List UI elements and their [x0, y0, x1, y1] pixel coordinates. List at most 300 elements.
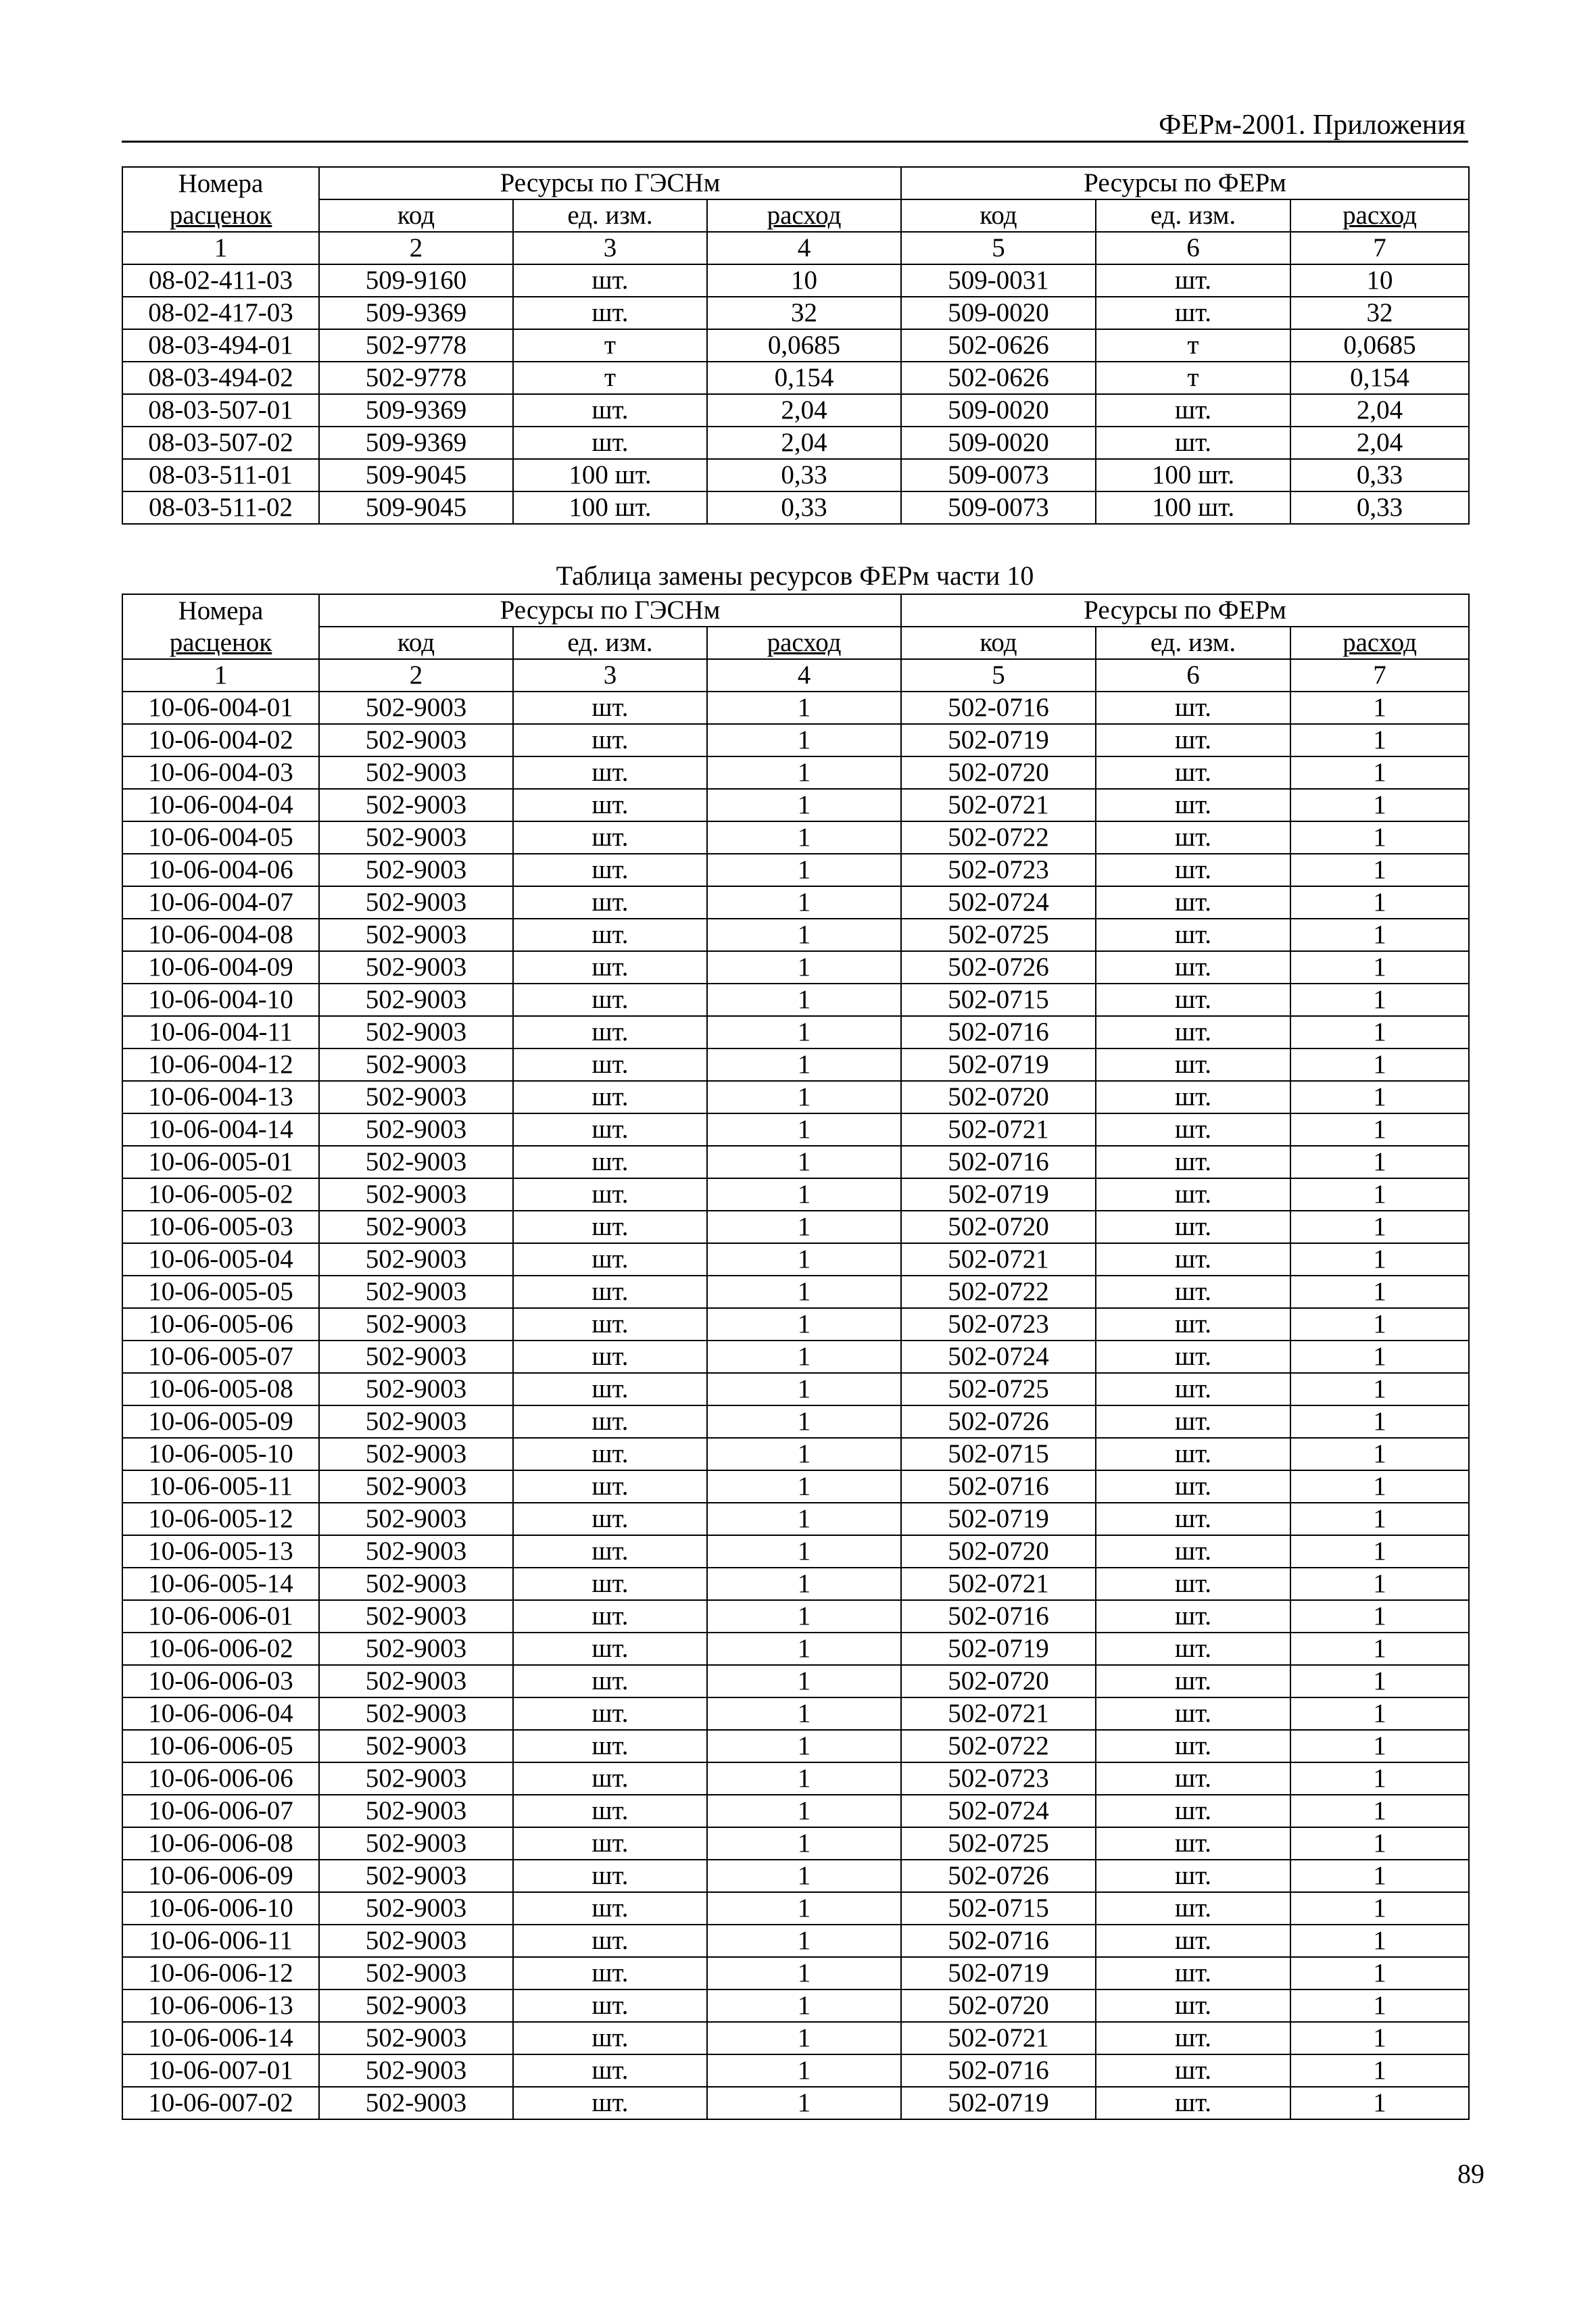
fer-unit-cell: шт. [1096, 1860, 1290, 1892]
rate-number-cell: 08-03-511-02 [122, 491, 319, 524]
document-title: ФЕРм-2001. Приложения [1159, 110, 1466, 141]
fer-unit-cell: шт. [1096, 1697, 1290, 1730]
fer-code-cell: 502-0719 [901, 1633, 1096, 1665]
table-row [122, 2054, 1469, 2087]
fer-unit-cell: шт. [1096, 1113, 1290, 1146]
gesn-unit-cell: шт. [513, 919, 707, 951]
fer-qty-cell: 1 [1290, 1633, 1469, 1665]
header-unit: ед. изм. [513, 199, 707, 232]
gesn-code-cell: 502-9003 [319, 1600, 513, 1633]
gesn-code-cell: 509-9369 [319, 297, 513, 329]
fer-unit-cell: шт. [1096, 1989, 1290, 2022]
fer-unit-cell: шт. [1096, 821, 1290, 854]
table-row [122, 756, 1469, 789]
gesn-qty-cell: 0,154 [707, 362, 901, 394]
column-number: 1 [122, 659, 319, 692]
fer-unit-cell: шт. [1096, 1568, 1290, 1600]
fer-unit-cell: шт. [1096, 1081, 1290, 1113]
fer-unit-cell: шт. [1096, 1925, 1290, 1957]
fer-qty-cell: 1 [1290, 1405, 1469, 1438]
table-row [122, 1211, 1469, 1243]
gesn-code-cell: 502-9003 [319, 1795, 513, 1827]
fer-qty-cell: 1 [1290, 2087, 1469, 2119]
fer-code-cell: 502-0725 [901, 919, 1096, 951]
table-row [122, 427, 1469, 459]
gesn-unit-cell: шт. [513, 1113, 707, 1146]
gesn-unit-cell: 100 шт. [513, 491, 707, 524]
fer-code-cell: 502-0721 [901, 1697, 1096, 1730]
gesn-code-cell: 509-9045 [319, 491, 513, 524]
fer-qty-cell: 1 [1290, 1697, 1469, 1730]
column-number: 7 [1290, 232, 1469, 264]
gesn-unit-cell: шт. [513, 1697, 707, 1730]
fer-code-cell: 502-0724 [901, 886, 1096, 919]
fer-qty-cell: 1 [1290, 1925, 1469, 1957]
gesn-unit-cell: шт. [513, 264, 707, 297]
gesn-code-cell: 502-9003 [319, 789, 513, 821]
fer-qty-cell: 0,33 [1290, 491, 1469, 524]
gesn-code-cell: 502-9003 [319, 1146, 513, 1178]
column-number: 2 [319, 659, 513, 692]
fer-qty-cell: 1 [1290, 692, 1469, 724]
gesn-code-cell: 502-9003 [319, 724, 513, 756]
gesn-qty-cell: 2,04 [707, 394, 901, 427]
fer-code-cell: 502-0720 [901, 1211, 1096, 1243]
fer-qty-cell: 1 [1290, 789, 1469, 821]
fer-code-cell: 502-0726 [901, 1405, 1096, 1438]
fer-qty-cell: 1 [1290, 1860, 1469, 1892]
gesn-qty-cell: 1 [707, 1470, 901, 1503]
fer-qty-cell: 1 [1290, 1568, 1469, 1600]
header-qty: расход [707, 627, 901, 659]
gesn-unit-cell: шт. [513, 1146, 707, 1178]
table-row [122, 2022, 1469, 2054]
fer-unit-cell: шт. [1096, 1405, 1290, 1438]
gesn-qty-cell: 1 [707, 1308, 901, 1341]
fer-unit-cell: шт. [1096, 2054, 1290, 2087]
gesn-qty-cell: 2,04 [707, 427, 901, 459]
header-gesn-group: Ресурсы по ГЭСНм [319, 167, 901, 199]
rate-number-cell: 10-06-005-02 [122, 1178, 319, 1211]
column-number: 3 [513, 232, 707, 264]
fer-code-cell: 509-0073 [901, 459, 1096, 491]
fer-unit-cell: 100 шт. [1096, 491, 1290, 524]
gesn-qty-cell: 1 [707, 984, 901, 1016]
header-gesn-group: Ресурсы по ГЭСНм [319, 594, 901, 627]
gesn-unit-cell: шт. [513, 1503, 707, 1535]
fer-code-cell: 502-0716 [901, 2054, 1096, 2087]
gesn-code-cell: 502-9003 [319, 1178, 513, 1211]
gesn-qty-cell: 1 [707, 821, 901, 854]
fer-qty-cell: 1 [1290, 1438, 1469, 1470]
fer-unit-cell: шт. [1096, 1762, 1290, 1795]
fer-unit-cell: шт. [1096, 886, 1290, 919]
fer-qty-cell: 1 [1290, 1016, 1469, 1048]
fer-qty-cell: 1 [1290, 1178, 1469, 1211]
fer-qty-cell: 1 [1290, 1762, 1469, 1795]
fer-qty-cell: 1 [1290, 2022, 1469, 2054]
table-row [122, 1730, 1469, 1762]
fer-code-cell: 502-0720 [901, 756, 1096, 789]
table-row [122, 821, 1469, 854]
rate-number-cell: 10-06-004-01 [122, 692, 319, 724]
gesn-unit-cell: шт. [513, 1438, 707, 1470]
gesn-qty-cell: 1 [707, 1665, 901, 1697]
gesn-unit-cell: шт. [513, 789, 707, 821]
table-row [122, 491, 1469, 524]
fer-unit-cell: шт. [1096, 2022, 1290, 2054]
gesn-unit-cell: шт. [513, 2022, 707, 2054]
rate-number-cell: 10-06-005-01 [122, 1146, 319, 1178]
rate-number-cell: 08-03-511-01 [122, 459, 319, 491]
gesn-qty-cell: 1 [707, 1276, 901, 1308]
gesn-code-cell: 502-9003 [319, 1405, 513, 1438]
fer-qty-cell: 0,154 [1290, 362, 1469, 394]
gesn-qty-cell: 1 [707, 1503, 901, 1535]
column-number: 1 [122, 232, 319, 264]
gesn-unit-cell: 100 шт. [513, 459, 707, 491]
table-row [122, 1308, 1469, 1341]
page-header [122, 105, 1468, 143]
gesn-code-cell: 502-9003 [319, 1503, 513, 1535]
gesn-unit-cell: т [513, 362, 707, 394]
table-row [122, 362, 1469, 394]
resource-table-part-8 [122, 166, 1470, 525]
gesn-code-cell: 502-9003 [319, 886, 513, 919]
gesn-code-cell: 502-9003 [319, 1211, 513, 1243]
gesn-code-cell: 509-9369 [319, 427, 513, 459]
gesn-code-cell: 502-9003 [319, 1113, 513, 1146]
rate-number-cell: 10-06-006-13 [122, 1989, 319, 2022]
rate-number-cell: 10-06-004-05 [122, 821, 319, 854]
table-row [122, 1795, 1469, 1827]
table-row [122, 1113, 1469, 1146]
column-number: 4 [707, 659, 901, 692]
gesn-unit-cell: шт. [513, 886, 707, 919]
fer-unit-cell: шт. [1096, 1600, 1290, 1633]
fer-qty-cell: 0,33 [1290, 459, 1469, 491]
gesn-unit-cell: шт. [513, 1341, 707, 1373]
gesn-unit-cell: шт. [513, 1892, 707, 1925]
gesn-code-cell: 502-9003 [319, 1892, 513, 1925]
fer-qty-cell: 1 [1290, 1665, 1469, 1697]
gesn-code-cell: 502-9003 [319, 1827, 513, 1860]
rate-number-cell: 10-06-007-01 [122, 2054, 319, 2087]
rate-number-cell: 10-06-004-02 [122, 724, 319, 756]
table-row [122, 1568, 1469, 1600]
fer-qty-cell: 1 [1290, 1048, 1469, 1081]
gesn-code-cell: 502-9778 [319, 362, 513, 394]
gesn-qty-cell: 1 [707, 1243, 901, 1276]
table-row [122, 919, 1469, 951]
table-row [122, 1081, 1469, 1113]
table-row [122, 1665, 1469, 1697]
gesn-qty-cell: 1 [707, 854, 901, 886]
fer-qty-cell: 1 [1290, 951, 1469, 984]
gesn-unit-cell: шт. [513, 1633, 707, 1665]
fer-code-cell: 502-0725 [901, 1827, 1096, 1860]
rate-number-cell: 08-03-507-01 [122, 394, 319, 427]
fer-code-cell: 502-0716 [901, 1600, 1096, 1633]
header-rates-label-2: расценок [122, 627, 319, 659]
gesn-code-cell: 502-9003 [319, 1048, 513, 1081]
fer-code-cell: 509-0020 [901, 427, 1096, 459]
gesn-qty-cell: 32 [707, 297, 901, 329]
fer-qty-cell: 1 [1290, 1243, 1469, 1276]
fer-code-cell: 502-0626 [901, 362, 1096, 394]
rate-number-cell: 10-06-005-11 [122, 1470, 319, 1503]
gesn-unit-cell: шт. [513, 1470, 707, 1503]
fer-code-cell: 502-0720 [901, 1081, 1096, 1113]
gesn-code-cell: 502-9003 [319, 1243, 513, 1276]
fer-qty-cell: 1 [1290, 1113, 1469, 1146]
gesn-qty-cell: 1 [707, 919, 901, 951]
rate-number-cell: 10-06-007-02 [122, 2087, 319, 2119]
gesn-unit-cell: шт. [513, 1600, 707, 1633]
gesn-unit-cell: шт. [513, 1665, 707, 1697]
gesn-code-cell: 502-9003 [319, 1276, 513, 1308]
header-fer-group: Ресурсы по ФЕРм [901, 167, 1469, 199]
gesn-qty-cell: 1 [707, 1892, 901, 1925]
table-row [122, 1470, 1469, 1503]
fer-unit-cell: т [1096, 329, 1290, 362]
header-code: код [319, 627, 513, 659]
gesn-code-cell: 502-9003 [319, 2022, 513, 2054]
fer-code-cell: 502-0719 [901, 2087, 1096, 2119]
rate-number-cell: 08-02-411-03 [122, 264, 319, 297]
rate-number-cell: 10-06-004-13 [122, 1081, 319, 1113]
fer-qty-cell: 1 [1290, 1827, 1469, 1860]
table-row [122, 459, 1469, 491]
table-row [122, 1989, 1469, 2022]
gesn-qty-cell: 1 [707, 1568, 901, 1600]
fer-qty-cell: 32 [1290, 297, 1469, 329]
fer-code-cell: 502-0721 [901, 2022, 1096, 2054]
header-code: код [901, 627, 1096, 659]
gesn-unit-cell: шт. [513, 1373, 707, 1405]
rate-number-cell: 10-06-004-04 [122, 789, 319, 821]
rate-number-cell: 10-06-005-10 [122, 1438, 319, 1470]
rate-number-cell: 08-03-507-02 [122, 427, 319, 459]
gesn-code-cell: 502-9003 [319, 1665, 513, 1697]
rate-number-cell: 10-06-004-11 [122, 1016, 319, 1048]
gesn-qty-cell: 1 [707, 1600, 901, 1633]
gesn-code-cell: 502-9003 [319, 821, 513, 854]
fer-unit-cell: шт. [1096, 297, 1290, 329]
gesn-unit-cell: шт. [513, 1048, 707, 1081]
header-unit: ед. изм. [513, 627, 707, 659]
gesn-qty-cell: 1 [707, 1373, 901, 1405]
table-row [122, 1892, 1469, 1925]
fer-qty-cell: 1 [1290, 1308, 1469, 1341]
table-row [122, 329, 1469, 362]
gesn-qty-cell: 1 [707, 1405, 901, 1438]
header-code: код [901, 199, 1096, 232]
gesn-qty-cell: 1 [707, 1211, 901, 1243]
fer-qty-cell: 1 [1290, 1957, 1469, 1989]
fer-code-cell: 502-0720 [901, 1665, 1096, 1697]
fer-qty-cell: 1 [1290, 854, 1469, 886]
table-row [122, 1276, 1469, 1308]
fer-unit-cell: шт. [1096, 1827, 1290, 1860]
fer-qty-cell: 1 [1290, 1503, 1469, 1535]
rate-number-cell: 08-02-417-03 [122, 297, 319, 329]
gesn-unit-cell: шт. [513, 854, 707, 886]
rate-number-cell: 10-06-005-05 [122, 1276, 319, 1308]
table-row [122, 984, 1469, 1016]
rate-number-cell: 10-06-004-07 [122, 886, 319, 919]
rate-number-cell: 08-03-494-02 [122, 362, 319, 394]
gesn-qty-cell: 1 [707, 1016, 901, 1048]
table-row [122, 886, 1469, 919]
table-row [122, 724, 1469, 756]
fer-code-cell: 509-0073 [901, 491, 1096, 524]
gesn-unit-cell: шт. [513, 2087, 707, 2119]
gesn-qty-cell: 1 [707, 692, 901, 724]
table-row [122, 1146, 1469, 1178]
rate-number-cell: 10-06-006-14 [122, 2022, 319, 2054]
gesn-code-cell: 509-9045 [319, 459, 513, 491]
gesn-code-cell: 502-9003 [319, 1373, 513, 1405]
fer-code-cell: 502-0715 [901, 984, 1096, 1016]
rate-number-cell: 10-06-006-03 [122, 1665, 319, 1697]
fer-code-cell: 502-0716 [901, 1016, 1096, 1048]
column-number: 5 [901, 659, 1096, 692]
page-number: 89 [1457, 2158, 1484, 2189]
gesn-unit-cell: т [513, 329, 707, 362]
gesn-code-cell: 502-9003 [319, 1925, 513, 1957]
header-rates-label: Номера [122, 594, 319, 627]
fer-unit-cell: шт. [1096, 1438, 1290, 1470]
gesn-code-cell: 502-9003 [319, 1730, 513, 1762]
fer-qty-cell: 1 [1290, 1600, 1469, 1633]
gesn-qty-cell: 1 [707, 1048, 901, 1081]
gesn-unit-cell: шт. [513, 427, 707, 459]
gesn-code-cell: 502-9003 [319, 951, 513, 984]
gesn-code-cell: 502-9003 [319, 1697, 513, 1730]
rate-number-cell: 10-06-006-11 [122, 1925, 319, 1957]
rate-number-cell: 10-06-006-08 [122, 1827, 319, 1860]
header-code: код [319, 199, 513, 232]
gesn-qty-cell: 1 [707, 1633, 901, 1665]
fer-code-cell: 502-0719 [901, 1503, 1096, 1535]
fer-code-cell: 502-0722 [901, 821, 1096, 854]
table-row [122, 1438, 1469, 1470]
rate-number-cell: 10-06-005-12 [122, 1503, 319, 1535]
rate-number-cell: 10-06-005-08 [122, 1373, 319, 1405]
gesn-unit-cell: шт. [513, 821, 707, 854]
rate-number-cell: 10-06-005-13 [122, 1535, 319, 1568]
rate-number-cell: 10-06-004-08 [122, 919, 319, 951]
gesn-qty-cell: 1 [707, 1762, 901, 1795]
fer-qty-cell: 2,04 [1290, 427, 1469, 459]
gesn-code-cell: 502-9003 [319, 1470, 513, 1503]
fer-qty-cell: 1 [1290, 1211, 1469, 1243]
gesn-unit-cell: шт. [513, 692, 707, 724]
gesn-qty-cell: 1 [707, 1341, 901, 1373]
fer-code-cell: 502-0716 [901, 1925, 1096, 1957]
fer-unit-cell: шт. [1096, 1178, 1290, 1211]
gesn-qty-cell: 1 [707, 724, 901, 756]
fer-unit-cell: шт. [1096, 1341, 1290, 1373]
gesn-qty-cell: 1 [707, 1438, 901, 1470]
gesn-code-cell: 502-9003 [319, 1341, 513, 1373]
gesn-unit-cell: шт. [513, 1016, 707, 1048]
fer-code-cell: 502-0716 [901, 1470, 1096, 1503]
table-row [122, 1405, 1469, 1438]
fer-code-cell: 502-0724 [901, 1341, 1096, 1373]
fer-code-cell: 502-0719 [901, 1048, 1096, 1081]
table-row [122, 1860, 1469, 1892]
header-unit: ед. изм. [1096, 199, 1290, 232]
header-qty: расход [707, 199, 901, 232]
fer-qty-cell: 1 [1290, 2054, 1469, 2087]
gesn-qty-cell: 10 [707, 264, 901, 297]
fer-qty-cell: 10 [1290, 264, 1469, 297]
fer-code-cell: 502-0725 [901, 1373, 1096, 1405]
fer-code-cell: 509-0020 [901, 297, 1096, 329]
table-row [122, 2087, 1469, 2119]
table-row [122, 1341, 1469, 1373]
table-row [122, 1762, 1469, 1795]
table-row [122, 1535, 1469, 1568]
gesn-code-cell: 502-9003 [319, 692, 513, 724]
gesn-code-cell: 502-9003 [319, 1535, 513, 1568]
gesn-unit-cell: шт. [513, 1795, 707, 1827]
rate-number-cell: 10-06-005-07 [122, 1341, 319, 1373]
resource-table-part-10 [122, 594, 1470, 2120]
gesn-unit-cell: шт. [513, 1178, 707, 1211]
fer-unit-cell: шт. [1096, 1048, 1290, 1081]
fer-qty-cell: 1 [1290, 1341, 1469, 1373]
table-row [122, 854, 1469, 886]
gesn-code-cell: 502-9003 [319, 2054, 513, 2087]
fer-unit-cell: шт. [1096, 692, 1290, 724]
fer-unit-cell: шт. [1096, 1892, 1290, 1925]
gesn-qty-cell: 1 [707, 1081, 901, 1113]
gesn-unit-cell: шт. [513, 1568, 707, 1600]
fer-unit-cell: шт. [1096, 789, 1290, 821]
gesn-code-cell: 502-9003 [319, 984, 513, 1016]
gesn-unit-cell: шт. [513, 1925, 707, 1957]
rate-number-cell: 10-06-004-10 [122, 984, 319, 1016]
rate-number-cell: 10-06-006-12 [122, 1957, 319, 1989]
gesn-unit-cell: шт. [513, 951, 707, 984]
fer-qty-cell: 1 [1290, 1081, 1469, 1113]
fer-code-cell: 502-0719 [901, 1178, 1096, 1211]
header-qty: расход [1290, 627, 1469, 659]
fer-unit-cell: шт. [1096, 1276, 1290, 1308]
rate-number-cell: 10-06-004-09 [122, 951, 319, 984]
fer-qty-cell: 1 [1290, 821, 1469, 854]
table-caption: Таблица замены ресурсов ФЕРм части 10 [556, 560, 1034, 591]
fer-unit-cell: шт. [1096, 1146, 1290, 1178]
gesn-qty-cell: 1 [707, 1697, 901, 1730]
fer-qty-cell: 2,04 [1290, 394, 1469, 427]
fer-unit-cell: шт. [1096, 919, 1290, 951]
column-number: 4 [707, 232, 901, 264]
fer-unit-cell: шт. [1096, 854, 1290, 886]
table-row [122, 951, 1469, 984]
gesn-unit-cell: шт. [513, 1081, 707, 1113]
gesn-code-cell: 502-9003 [319, 1016, 513, 1048]
gesn-unit-cell: шт. [513, 724, 707, 756]
fer-qty-cell: 1 [1290, 1892, 1469, 1925]
gesn-code-cell: 502-9003 [319, 1633, 513, 1665]
fer-unit-cell: 100 шт. [1096, 459, 1290, 491]
gesn-unit-cell: шт. [513, 394, 707, 427]
fer-code-cell: 509-0020 [901, 394, 1096, 427]
